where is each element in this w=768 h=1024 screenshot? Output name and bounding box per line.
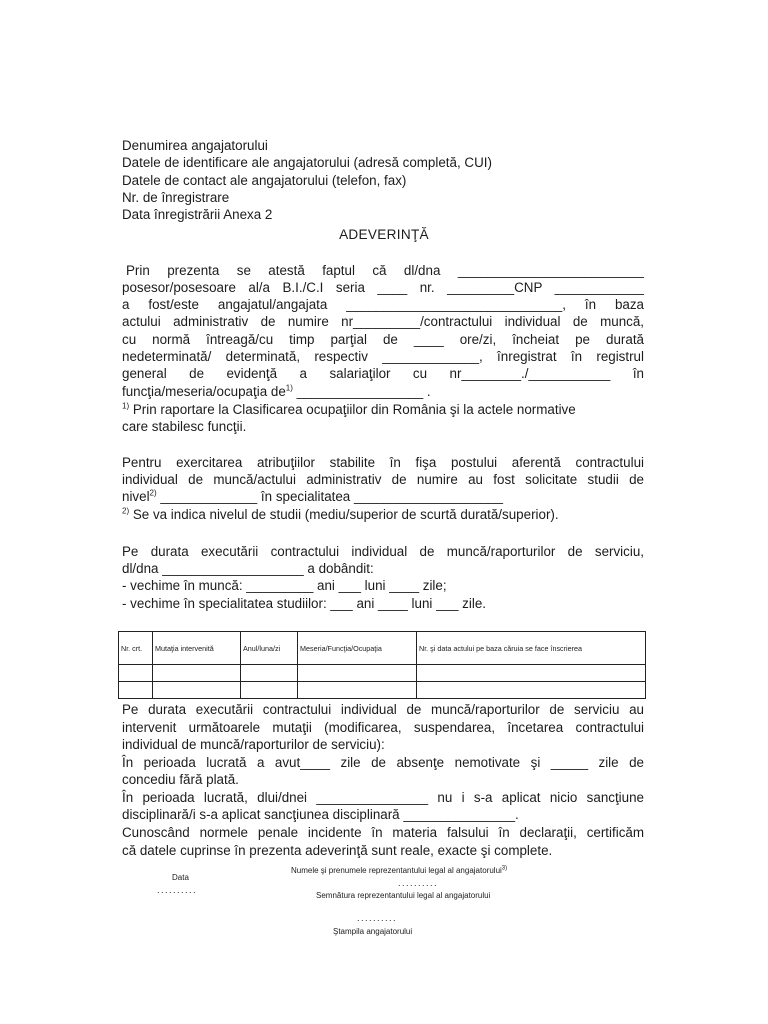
table-cell[interactable]	[298, 665, 417, 682]
footnote-1-text: Prin raportare la Clasificarea ocupaţiilor din România şi la actele normative	[129, 402, 576, 417]
representative-name-label	[291, 866, 507, 875]
table-cell[interactable]	[298, 682, 417, 699]
work-seniority-line: - vechime în muncă: _________ ani ___ luni ____ zile;	[122, 578, 447, 593]
p1-line-7: general de evidenţă a salariaţilor cu nr________./___________ în	[122, 366, 644, 381]
p1-line-5: cu normă întreagă/cu timp parţial de ____ ore/zi, încheiat pe durată	[122, 332, 644, 347]
footnote-2-text: Se va indica nivelul de studii (mediu/superior de scurtă durată/superior).	[129, 507, 559, 522]
document-title: ADEVERINŢĂ	[339, 227, 429, 242]
p3-line-2: dl/dna ___________________ a dobândit:	[122, 561, 374, 576]
footnote-2-marker: 2)	[122, 506, 130, 516]
p1-line-1: Prin prezenta se atestă faptul că dl/dna _________________________	[126, 263, 644, 278]
p1-line-6: nedeterminată/ determinată, respectiv _____________, înregistrat în registrul	[122, 349, 644, 364]
p4-line-1: Pe durata executării contractului individual de muncă/raporturilor de serviciu au	[122, 702, 644, 717]
employer-contact-label: Datele de contact ale angajatorului (telefon, fax)	[122, 173, 407, 188]
col-header-occupation: Meseria/Funcţia/Ocupaţia	[298, 632, 417, 665]
p4-line-8: Cunoscând normele penale incidente în materia falsului în declaraţii, certificăm	[122, 825, 644, 840]
table-cell[interactable]	[417, 665, 646, 682]
table-cell[interactable]	[417, 682, 646, 699]
footnote-1-line-2: care stabilesc funcţii.	[122, 419, 247, 434]
signature-dots: ..........	[357, 913, 398, 923]
signature-label: Semnătura reprezentantului legal al angajatorului	[316, 891, 491, 900]
col-header-date: Anul/luna/zi	[241, 632, 298, 665]
name-dots: ..........	[398, 878, 439, 888]
p1-line-4: actului administrativ de numire nr_________/contractului individual de muncă,	[122, 314, 644, 329]
p4-line-7: disciplinară/i s-a aplicat sancţiunea disciplinară _______________.	[122, 807, 519, 822]
registration-number-label: Nr. de înregistrare	[122, 190, 230, 205]
table-cell[interactable]	[153, 682, 241, 699]
col-header-mutation: Mutaţia intervenită	[153, 632, 241, 665]
p4-line-3: individual de muncă/raporturilor de serviciu):	[122, 737, 385, 752]
date-label: Data	[172, 873, 189, 882]
table-cell[interactable]	[119, 665, 153, 682]
employer-name-label: Denumirea angajatorului	[122, 138, 268, 153]
table-cell[interactable]	[119, 682, 153, 699]
p1-line-2: posesor/posesoare al/a B.I./C.I seria ____ nr. _________CNP ____________	[122, 280, 644, 295]
p4-line-5: concediu fără plată.	[122, 772, 239, 787]
p2-line-2: individual de muncă/actului administrativ de numire au fost solicitate studii de	[122, 472, 644, 487]
col-header-nr: Nr. crt.	[119, 632, 153, 665]
footnote-2	[122, 506, 559, 523]
p2-line-3	[122, 488, 503, 505]
footnote-1-marker: 1)	[122, 401, 130, 411]
table-row	[119, 682, 646, 699]
p1-line-8	[122, 383, 431, 400]
p4-line-2: intervenit următoarele mutaţii (modificarea, suspendarea, încetarea contractului	[122, 720, 644, 735]
representative-name-text: Numele şi prenumele reprezentantului legal al angajatorului	[291, 866, 502, 875]
stamp-label: Ştampila angajatorului	[333, 927, 413, 936]
p4-line-6: În perioada lucrată, dlui/dnei _______________ nu i s-a aplicat nicio sancţiune	[122, 790, 644, 805]
level-label: nivel	[122, 489, 150, 504]
table-row	[119, 665, 646, 682]
study-seniority-line: - vechime în specialitatea studiilor: ___ ani ____ luni ___ zile.	[122, 596, 486, 611]
p4-line-4: În perioada lucrată a avut____ zile de absenţe nemotivate şi _____ zile de	[122, 755, 644, 770]
specialty-blank: _____________ în specialitatea ____________________	[156, 489, 503, 504]
footnote-1-ref: 1)	[285, 383, 293, 393]
col-header-act: Nr. şi data actului pe baza căruia se face înscrierea	[417, 632, 646, 665]
p4-line-9: că datele cuprinse în prezenta adeverinţă sunt reale, exacte şi complete.	[122, 843, 553, 858]
footnote-2-ref: 2)	[149, 488, 157, 498]
date-dots: ..........	[157, 885, 198, 895]
p1-line-3: a fost/este angajatul/angajata _____________________________, în baza	[122, 297, 644, 312]
p2-line-1: Pentru exercitarea atribuţiilor stabilite în fişa postului aferentă contractului	[122, 455, 644, 470]
table-cell[interactable]	[153, 665, 241, 682]
occupation-blank: _________________ .	[292, 384, 431, 399]
table-header-row	[119, 632, 646, 665]
registration-date-label: Data înregistrării Anexa 2	[122, 207, 273, 222]
footnote-1-line-1	[122, 401, 576, 418]
p3-line-1: Pe durata executării contractului individual de muncă/raporturilor de serviciu,	[122, 544, 644, 559]
employer-id-label: Datele de identificare ale angajatorului (adresă completă, CUI)	[122, 155, 492, 170]
occupation-label: funcţia/meseria/ocupaţia de	[122, 384, 286, 399]
footnote-3-ref: 3)	[501, 865, 508, 872]
table-cell[interactable]	[241, 682, 298, 699]
mutations-table	[118, 631, 646, 699]
table-cell[interactable]	[241, 665, 298, 682]
